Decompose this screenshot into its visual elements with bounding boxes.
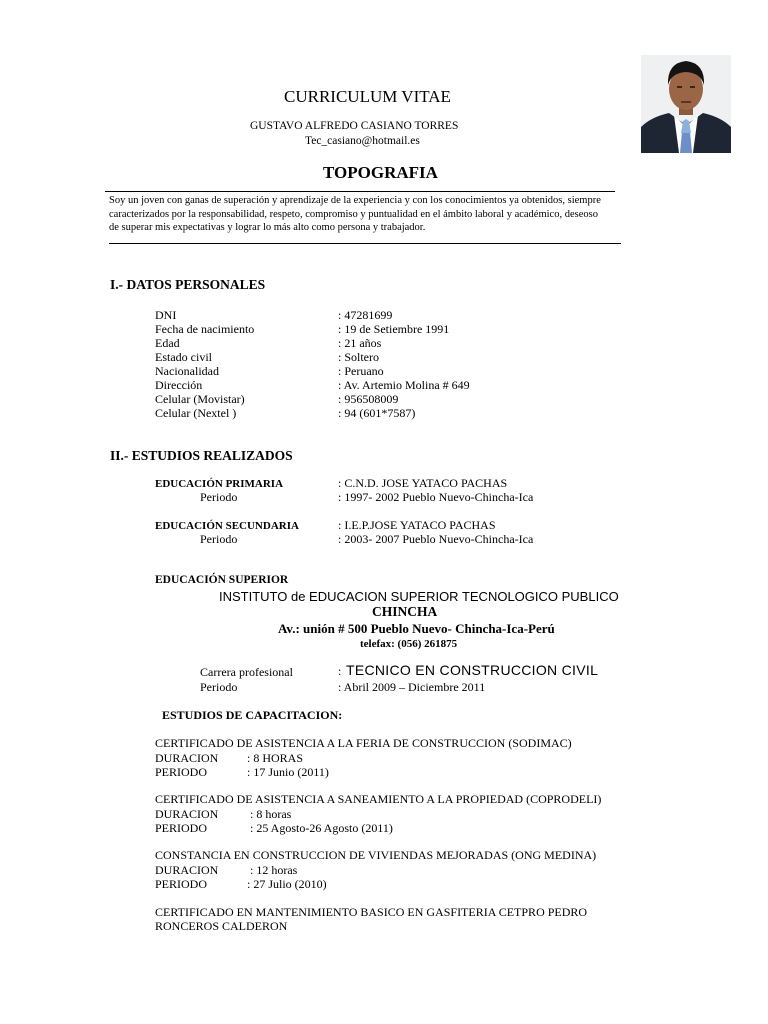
personal-row <box>155 378 470 393</box>
personal-value: : Av. Artemio Molina # 649 <box>338 378 470 392</box>
personal-label: Nacionalidad <box>155 364 219 378</box>
training-title-last-cont: RONCEROS CALDERON <box>155 919 288 933</box>
training-title: CONSTANCIA EN CONSTRUCCION DE VIVIENDAS MEJORADAS (ONG MEDINA) <box>155 848 597 862</box>
period-label: Periodo <box>200 490 238 504</box>
personal-label: Estado civil <box>155 350 212 364</box>
career-value: TECNICO EN CONSTRUCCION CIVIL <box>346 662 599 678</box>
institute-name: INSTITUTO de EDUCACION SUPERIOR TECNOLOGICO PUBLICO <box>219 589 619 604</box>
candidate-email: Tec_casiano@hotmail.es <box>305 135 420 147</box>
period-value: : 1997- 2002 Pueblo Nuevo-Chincha-Ica <box>338 490 534 504</box>
personal-row <box>155 406 415 421</box>
period-value: : 25 Agosto-26 Agosto (2011) <box>250 821 393 835</box>
personal-label: Edad <box>155 336 180 350</box>
career-label: Carrera profesional <box>200 665 293 679</box>
personal-value: : Soltero <box>338 350 379 364</box>
period-label: PERIODO <box>155 877 208 891</box>
higher-period-value: : Abril 2009 – Diciembre 2011 <box>338 680 486 694</box>
training-period <box>155 877 327 892</box>
primary-value: : C.N.D. JOSE YATACO PACHAS <box>338 476 508 490</box>
personal-label: Celular (Movistar) <box>155 392 245 406</box>
personal-label: Celular (Nextel ) <box>155 406 237 420</box>
institute-city: CHINCHA <box>372 604 438 619</box>
period-label: PERIODO <box>155 821 208 835</box>
profile-line: caracterizados por la responsabilidad, respeto, compromiso y puntualidad en el ámbito laboral y académico, deseoso <box>109 208 598 220</box>
section-heading-personal: I.- DATOS PERSONALES <box>110 277 266 292</box>
higher-period-label: Periodo <box>200 680 238 694</box>
personal-label: DNI <box>155 308 177 322</box>
duration-label: DURACION <box>155 751 219 765</box>
personal-value: : 94 (601*7587) <box>338 406 416 420</box>
training-duration <box>155 751 303 766</box>
personal-label: Fecha de nacimiento <box>155 322 255 336</box>
period-value: : 27 Julio (2010) <box>247 877 327 891</box>
secondary-label: EDUCACIÓN SECUNDARIA <box>155 520 299 532</box>
section-heading-studies: II.- ESTUDIOS REALIZADOS <box>110 448 293 463</box>
profile-photo <box>641 55 731 153</box>
primary-period-row <box>155 490 533 505</box>
duration-label: DURACION <box>155 863 219 877</box>
primary-label: EDUCACIÓN PRIMARIA <box>155 478 284 490</box>
candidate-name: GUSTAVO ALFREDO CASIANO TORRES <box>250 120 459 132</box>
training-period <box>155 821 393 836</box>
higher-ed-label: EDUCACIÓN SUPERIOR <box>155 574 289 586</box>
personal-row <box>155 364 384 379</box>
personal-value: : 47281699 <box>338 308 393 322</box>
training-title: CERTIFICADO DE ASISTENCIA A SANEAMIENTO A LA PROPIEDAD (COPRODELI) <box>155 792 602 806</box>
period-value: : 17 Junio (2011) <box>247 765 329 779</box>
personal-value: : 21 años <box>338 336 382 350</box>
duration-value: : 12 horas <box>250 863 298 877</box>
duration-label: DURACION <box>155 807 219 821</box>
section-heading-training: ESTUDIOS DE CAPACITACION: <box>162 708 343 722</box>
training-title-last: CERTIFICADO EN MANTENIMIENTO BASICO EN GASFITERIA CETPRO PEDRO <box>155 905 588 919</box>
secondary-period-row <box>155 532 533 547</box>
secondary-row <box>155 518 496 533</box>
training-period <box>155 765 329 780</box>
secondary-value: : I.E.P.JOSE YATACO PACHAS <box>338 518 496 532</box>
personal-label: Dirección <box>155 378 203 392</box>
personal-row <box>155 322 449 337</box>
personal-row <box>155 336 381 351</box>
personal-row <box>155 308 392 323</box>
profession-title: TOPOGRAFIA <box>323 163 438 182</box>
primary-row <box>155 476 507 491</box>
personal-row <box>155 392 398 407</box>
personal-value: : 956508009 <box>338 392 399 406</box>
page-title: CURRICULUM VITAE <box>284 87 451 106</box>
divider-bottom <box>109 243 621 244</box>
period-label: Periodo <box>200 532 238 546</box>
profile-summary <box>109 194 601 235</box>
period-value: : 2003- 2007 Pueblo Nuevo-Chincha-Ica <box>338 532 534 546</box>
institute-address: Av.: unión # 500 Pueblo Nuevo- Chincha-Ica-Perú <box>278 621 555 636</box>
personal-value: : Peruano <box>338 364 384 378</box>
training-title: CERTIFICADO DE ASISTENCIA A LA FERIA DE CONSTRUCCION (SODIMAC) <box>155 736 572 750</box>
personal-row <box>155 350 379 365</box>
period-label: PERIODO <box>155 765 208 779</box>
personal-value: : 19 de Setiembre 1991 <box>338 322 450 336</box>
duration-value: : 8 horas <box>250 807 292 821</box>
divider-top <box>105 191 615 192</box>
profile-line: Soy un joven con ganas de superación y aprendizaje de la experiencia y con los conocimientos ya obtenidos, siempre <box>109 195 601 206</box>
training-duration <box>155 863 297 878</box>
career-colon: : <box>338 664 342 678</box>
duration-value: : 8 HORAS <box>247 751 304 765</box>
training-duration <box>155 807 291 822</box>
profile-line: de superar mis expectativas y lograr lo más alto como persona y trabajador. <box>109 222 426 233</box>
institute-phone: telefax: (056) 261875 <box>360 638 458 650</box>
